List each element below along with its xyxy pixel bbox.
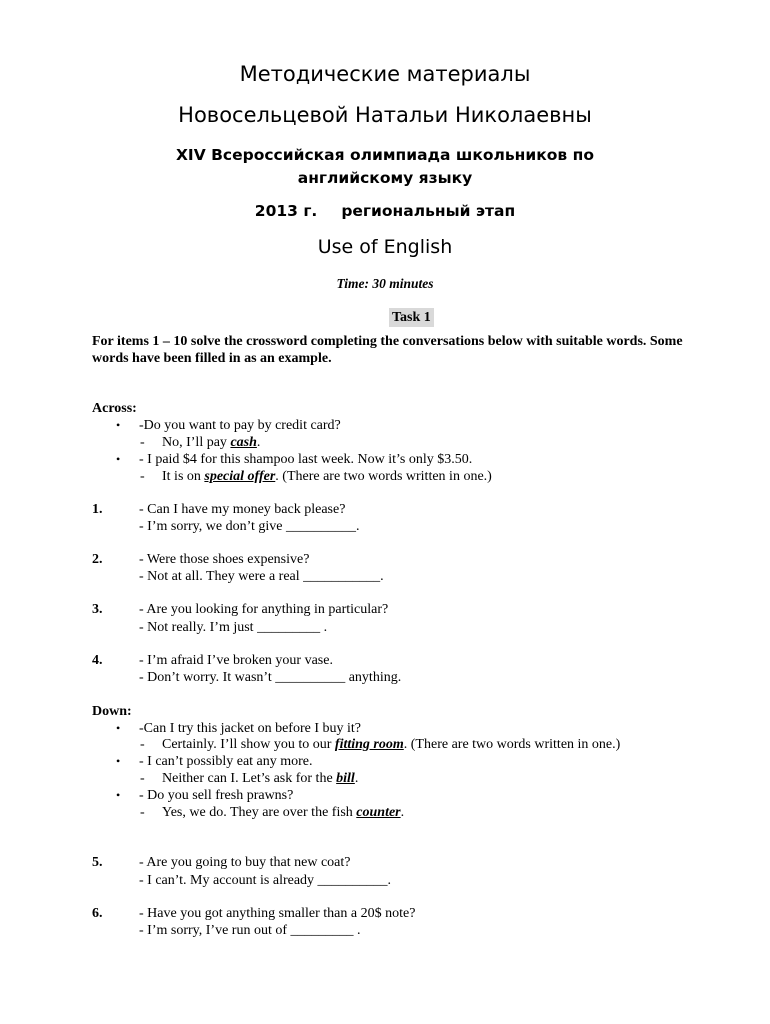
down-example-3-answer: Yes, we do. They are over the fish counter. <box>162 805 405 820</box>
dash-icon: - <box>140 805 145 820</box>
item-5-answer: - I can’t. My account is already __________. <box>139 873 392 888</box>
item-number: 5. <box>92 855 103 870</box>
down-example-2-question: - I can’t possibly eat any more. <box>139 754 313 769</box>
item-number: 6. <box>92 906 103 921</box>
stage: региональный этап <box>341 202 516 220</box>
olympiad-title-line-1: XIV Всероссийская олимпиада школьников по <box>175 146 594 164</box>
down-example-1-answer: Certainly. I’ll show you to our fitting room. (There are two words written in one.) <box>162 737 621 752</box>
item-6-answer: - I’m sorry, I’ve run out of _________ . <box>139 923 361 938</box>
item-number: 1. <box>92 502 103 517</box>
item-number: 4. <box>92 653 103 668</box>
example-answer-word: counter <box>356 805 401 820</box>
bullet-icon: • <box>116 721 121 735</box>
across-example-1-answer: No, I’ll pay cash. <box>162 435 261 450</box>
item-2-question: - Were those shoes expensive? <box>139 552 310 567</box>
example-answer-word: bill <box>336 771 355 786</box>
down-example-1-question: -Can I try this jacket on before I buy it? <box>139 721 361 736</box>
item-3-answer: - Not really. I’m just _________ . <box>139 620 328 635</box>
across-example-2-answer: It is on special offer. (There are two words written in one.) <box>162 469 492 484</box>
example-answer-word: fitting room <box>334 737 404 752</box>
task-label: Task 1 <box>389 308 434 327</box>
item-2-answer: - Not at all. They were a real ___________. <box>139 569 384 584</box>
across-example-1-question: -Do you want to pay by credit card? <box>139 418 341 433</box>
across-heading: Across: <box>92 401 137 416</box>
bullet-icon: • <box>116 754 121 768</box>
item-4-question: - I’m afraid I’ve broken your vase. <box>139 653 333 668</box>
bullet-icon: • <box>116 788 121 802</box>
header-line-2: Новосельцевой Натальи Николаевны <box>178 103 592 127</box>
item-1-question: - Can I have my money back please? <box>139 502 346 517</box>
bullet-icon: • <box>116 452 121 466</box>
item-1-answer: - I’m sorry, we don’t give __________. <box>139 519 360 534</box>
item-4-answer: - Don’t worry. It wasn’t __________ anything. <box>139 670 402 685</box>
year: 2013 г. <box>254 202 318 220</box>
down-heading: Down: <box>92 704 132 719</box>
dash-icon: - <box>140 435 145 450</box>
header-line-1: Методические материалы <box>239 62 531 86</box>
year-stage-line <box>0 202 770 220</box>
bullet-icon: • <box>116 418 121 432</box>
example-answer-word: special offer <box>204 469 276 484</box>
dash-icon: - <box>140 469 145 484</box>
item-6-question: - Have you got anything smaller than a 20$ note? <box>139 906 416 921</box>
example-answer-word: cash <box>230 435 257 450</box>
down-example-3-question: - Do you sell fresh prawns? <box>139 788 294 803</box>
olympiad-title-line-2: английскому языку <box>297 169 473 187</box>
dash-icon: - <box>140 737 145 752</box>
item-number: 3. <box>92 602 103 617</box>
down-example-2-answer: Neither can I. Let’s ask for the bill. <box>162 771 359 786</box>
item-5-question: - Are you going to buy that new coat? <box>139 855 351 870</box>
dash-icon: - <box>140 771 145 786</box>
item-number: 2. <box>92 552 103 567</box>
time-limit: Time: 30 minutes <box>336 276 434 291</box>
task-instructions: For items 1 – 10 solve the crossword completing the conversations below with suitable words. Some words have been filled in as an example. <box>92 334 683 366</box>
subject-title: Use of English <box>317 236 453 258</box>
item-3-question: - Are you looking for anything in particular? <box>139 602 389 617</box>
across-example-2-question: - I paid $4 for this shampoo last week. Now it’s only $3.50. <box>139 452 473 467</box>
